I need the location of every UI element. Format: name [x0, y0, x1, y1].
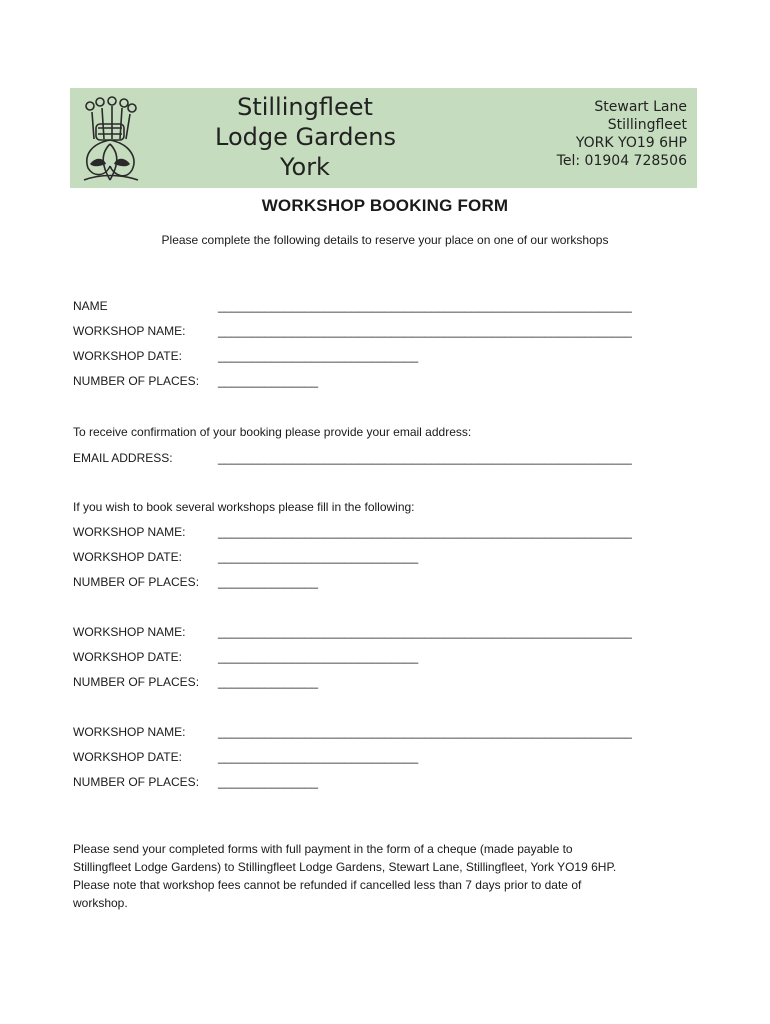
field-label: WORKSHOP DATE:	[73, 550, 182, 564]
workshop-date-blank[interactable]: ______________________________	[218, 550, 419, 564]
email-prompt: To receive confirmation of your booking please provide your email address:	[73, 425, 472, 439]
letterhead-banner	[70, 88, 697, 188]
email-blank[interactable]: ______________________________________________________________	[218, 451, 632, 465]
brand-line: York	[280, 153, 330, 181]
form-title: WORKSHOP BOOKING FORM	[261, 196, 509, 215]
workshop-name-blank[interactable]: ______________________________________________________________	[218, 725, 632, 739]
number-of-places-blank[interactable]: _______________	[218, 675, 319, 689]
footer-line: Stillingfleet Lodge Gardens) to Stillingfleet Lodge Gardens, Stewart Lane, Stillingfleet, York YO19 6HP.	[73, 860, 617, 874]
several-workshops-prompt: If you wish to book several workshops please fill in the following:	[73, 500, 415, 514]
address-block	[557, 98, 687, 170]
field-label: NUMBER OF PLACES:	[73, 374, 200, 388]
footer-line: Please send your completed forms with full payment in the form of a cheque (made payable to	[73, 842, 573, 856]
field-label: WORKSHOP DATE:	[73, 650, 182, 664]
field-label: WORKSHOP NAME:	[73, 625, 186, 639]
workshop-name-blank[interactable]: ______________________________________________________________	[218, 625, 632, 639]
field-label: WORKSHOP NAME:	[73, 525, 186, 539]
field-label: EMAIL ADDRESS:	[73, 451, 173, 465]
name-blank[interactable]: ______________________________________________________________	[218, 299, 632, 313]
field-label: NUMBER OF PLACES:	[73, 575, 200, 589]
field-label: WORKSHOP DATE:	[73, 349, 182, 363]
field-label: WORKSHOP NAME:	[73, 725, 186, 739]
address-line: Stewart Lane	[594, 99, 687, 115]
number-of-places-blank[interactable]: _______________	[218, 775, 319, 789]
footer-line: Please note that workshop fees cannot be refunded if cancelled less than 7 days prior to date of	[73, 878, 582, 892]
payment-instructions	[73, 840, 673, 912]
number-of-places-blank[interactable]: _______________	[218, 575, 319, 589]
workshop-name-blank[interactable]: ______________________________________________________________	[218, 525, 632, 539]
field-label: WORKSHOP DATE:	[73, 750, 182, 764]
workshop-date-blank[interactable]: ______________________________	[218, 650, 419, 664]
address-line: YORK YO19 6HP	[575, 135, 687, 151]
plant-logo-icon	[80, 94, 140, 184]
form-subtitle: Please complete the following details to reserve your place on one of our workshops	[161, 233, 609, 247]
footer-line: workshop.	[73, 896, 128, 910]
number-of-places-blank[interactable]: _______________	[218, 374, 319, 388]
workshop-date-blank[interactable]: ______________________________	[218, 349, 419, 363]
field-label: NUMBER OF PLACES:	[73, 775, 200, 789]
brand-line: Lodge Gardens	[215, 123, 396, 151]
brand-line: Stillingfleet	[237, 93, 373, 121]
workshop-name-blank[interactable]: ______________________________________________________________	[218, 324, 632, 338]
field-label: NAME	[73, 299, 108, 313]
brand-name	[215, 92, 395, 182]
address-line: Tel: 01904 728506	[556, 153, 687, 169]
workshop-date-blank[interactable]: ______________________________	[218, 750, 419, 764]
field-label: WORKSHOP NAME:	[73, 324, 186, 338]
address-line: Stillingfleet	[607, 117, 687, 133]
field-label: NUMBER OF PLACES:	[73, 675, 200, 689]
